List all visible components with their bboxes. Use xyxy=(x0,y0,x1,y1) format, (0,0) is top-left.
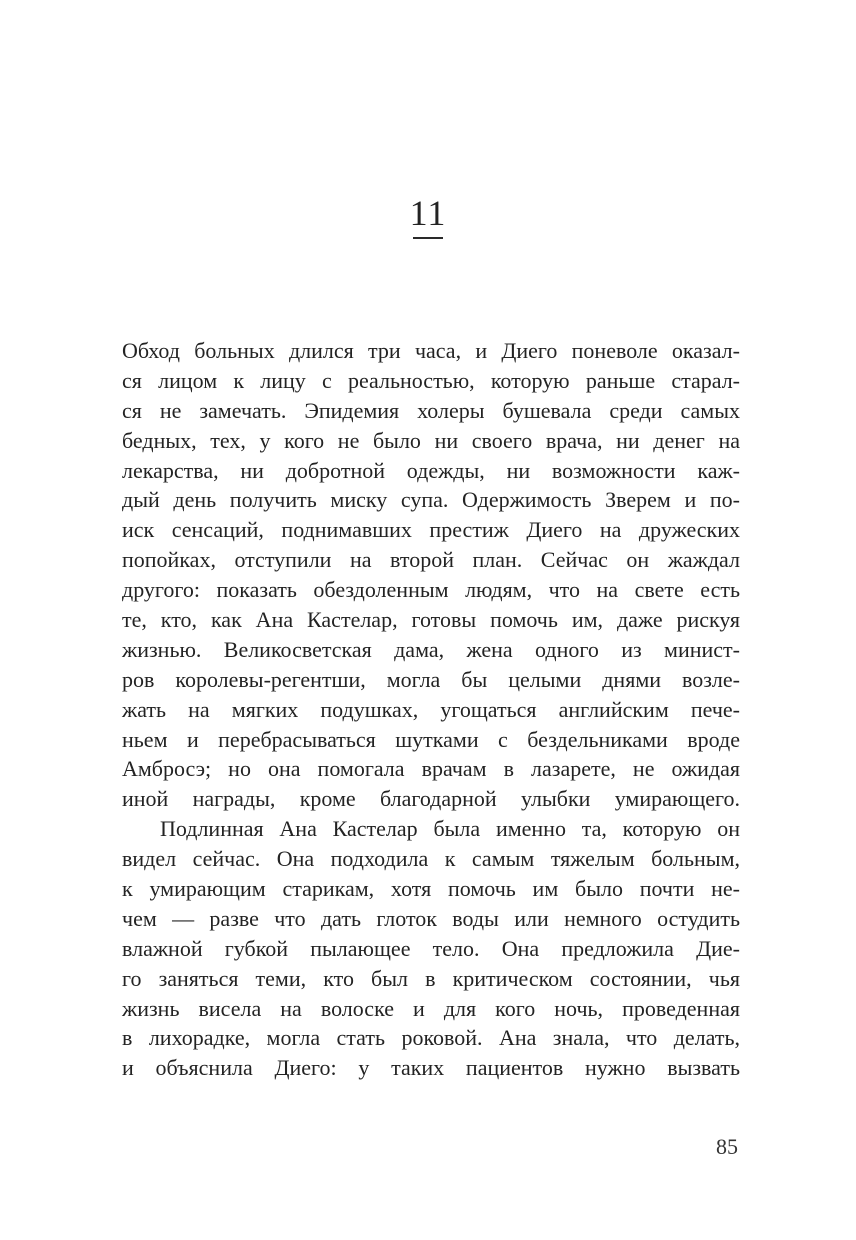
text-line: те, кто, как Ана Кастелар, готовы помочь им, даже рискуя xyxy=(122,607,740,633)
text-line: лекарства, ни добротной одежды, ни возможности каж- xyxy=(122,457,740,483)
paragraph xyxy=(122,336,740,814)
text-line: другого: показать обездоленным людям, что на свете есть xyxy=(122,577,740,603)
text-line: иной награды, кроме благодарной улыбки умирающего. xyxy=(122,786,740,812)
text-line: чем — разве что дать глоток воды или немного остудить xyxy=(122,905,740,931)
body-text xyxy=(122,336,740,1083)
text-line: видел сейчас. Она подходила к самым тяжелым больным, xyxy=(122,846,740,872)
text-line: и объяснила Диего: у таких пациентов нужно вызвать xyxy=(122,1055,740,1081)
text-line: Амбросэ; но она помогала врачам в лазарете, не ожидая xyxy=(122,756,740,782)
text-line: го заняться теми, кто был в критическом состоянии, чья xyxy=(122,965,740,991)
text-line: Подлинная Ана Кастелар была именно та, которую он xyxy=(160,816,740,842)
chapter-number: 11 xyxy=(409,193,447,233)
text-line: ньем и перебрасываться шутками с бездельниками вроде xyxy=(122,726,740,752)
text-line: ся не замечать. Эпидемия холеры бушевала среди самых xyxy=(122,397,740,423)
chapter-rule xyxy=(413,237,443,239)
text-line: Обход больных длился три часа, и Диего поневоле оказал- xyxy=(122,338,740,363)
text-line: жать на мягких подушках, угощаться английским пече- xyxy=(122,696,740,722)
text-line: жизнью. Великосветская дама, жена одного из минист- xyxy=(122,636,740,662)
text-line: к умирающим старикам, хотя помочь им было почти не- xyxy=(122,876,740,902)
text-line: дый день получить миску супа. Одержимость Зверем и по- xyxy=(122,487,740,513)
paragraph xyxy=(122,814,740,1083)
text-line: бедных, тех, у кого не было ни своего врача, ни денег на xyxy=(122,427,740,453)
text-line: иск сенсаций, поднимавших престиж Диего на дружеских xyxy=(122,517,740,543)
page-number: 85 xyxy=(716,1134,738,1159)
chapter-heading xyxy=(0,193,856,239)
text-line: ся лицом к лицу с реальностью, которую раньше старал- xyxy=(122,367,740,393)
text-line: попойках, отступили на второй план. Сейчас он жаждал xyxy=(122,547,740,573)
text-line: влажной губкой пылающее тело. Она предложила Дие- xyxy=(122,935,740,961)
text-line: жизнь висела на волоске и для кого ночь, проведенная xyxy=(122,995,740,1021)
text-line: ров королевы-регентши, могла бы целыми днями возле- xyxy=(122,666,740,692)
text-line: в лихорадке, могла стать роковой. Ана знала, что делать, xyxy=(122,1025,740,1051)
